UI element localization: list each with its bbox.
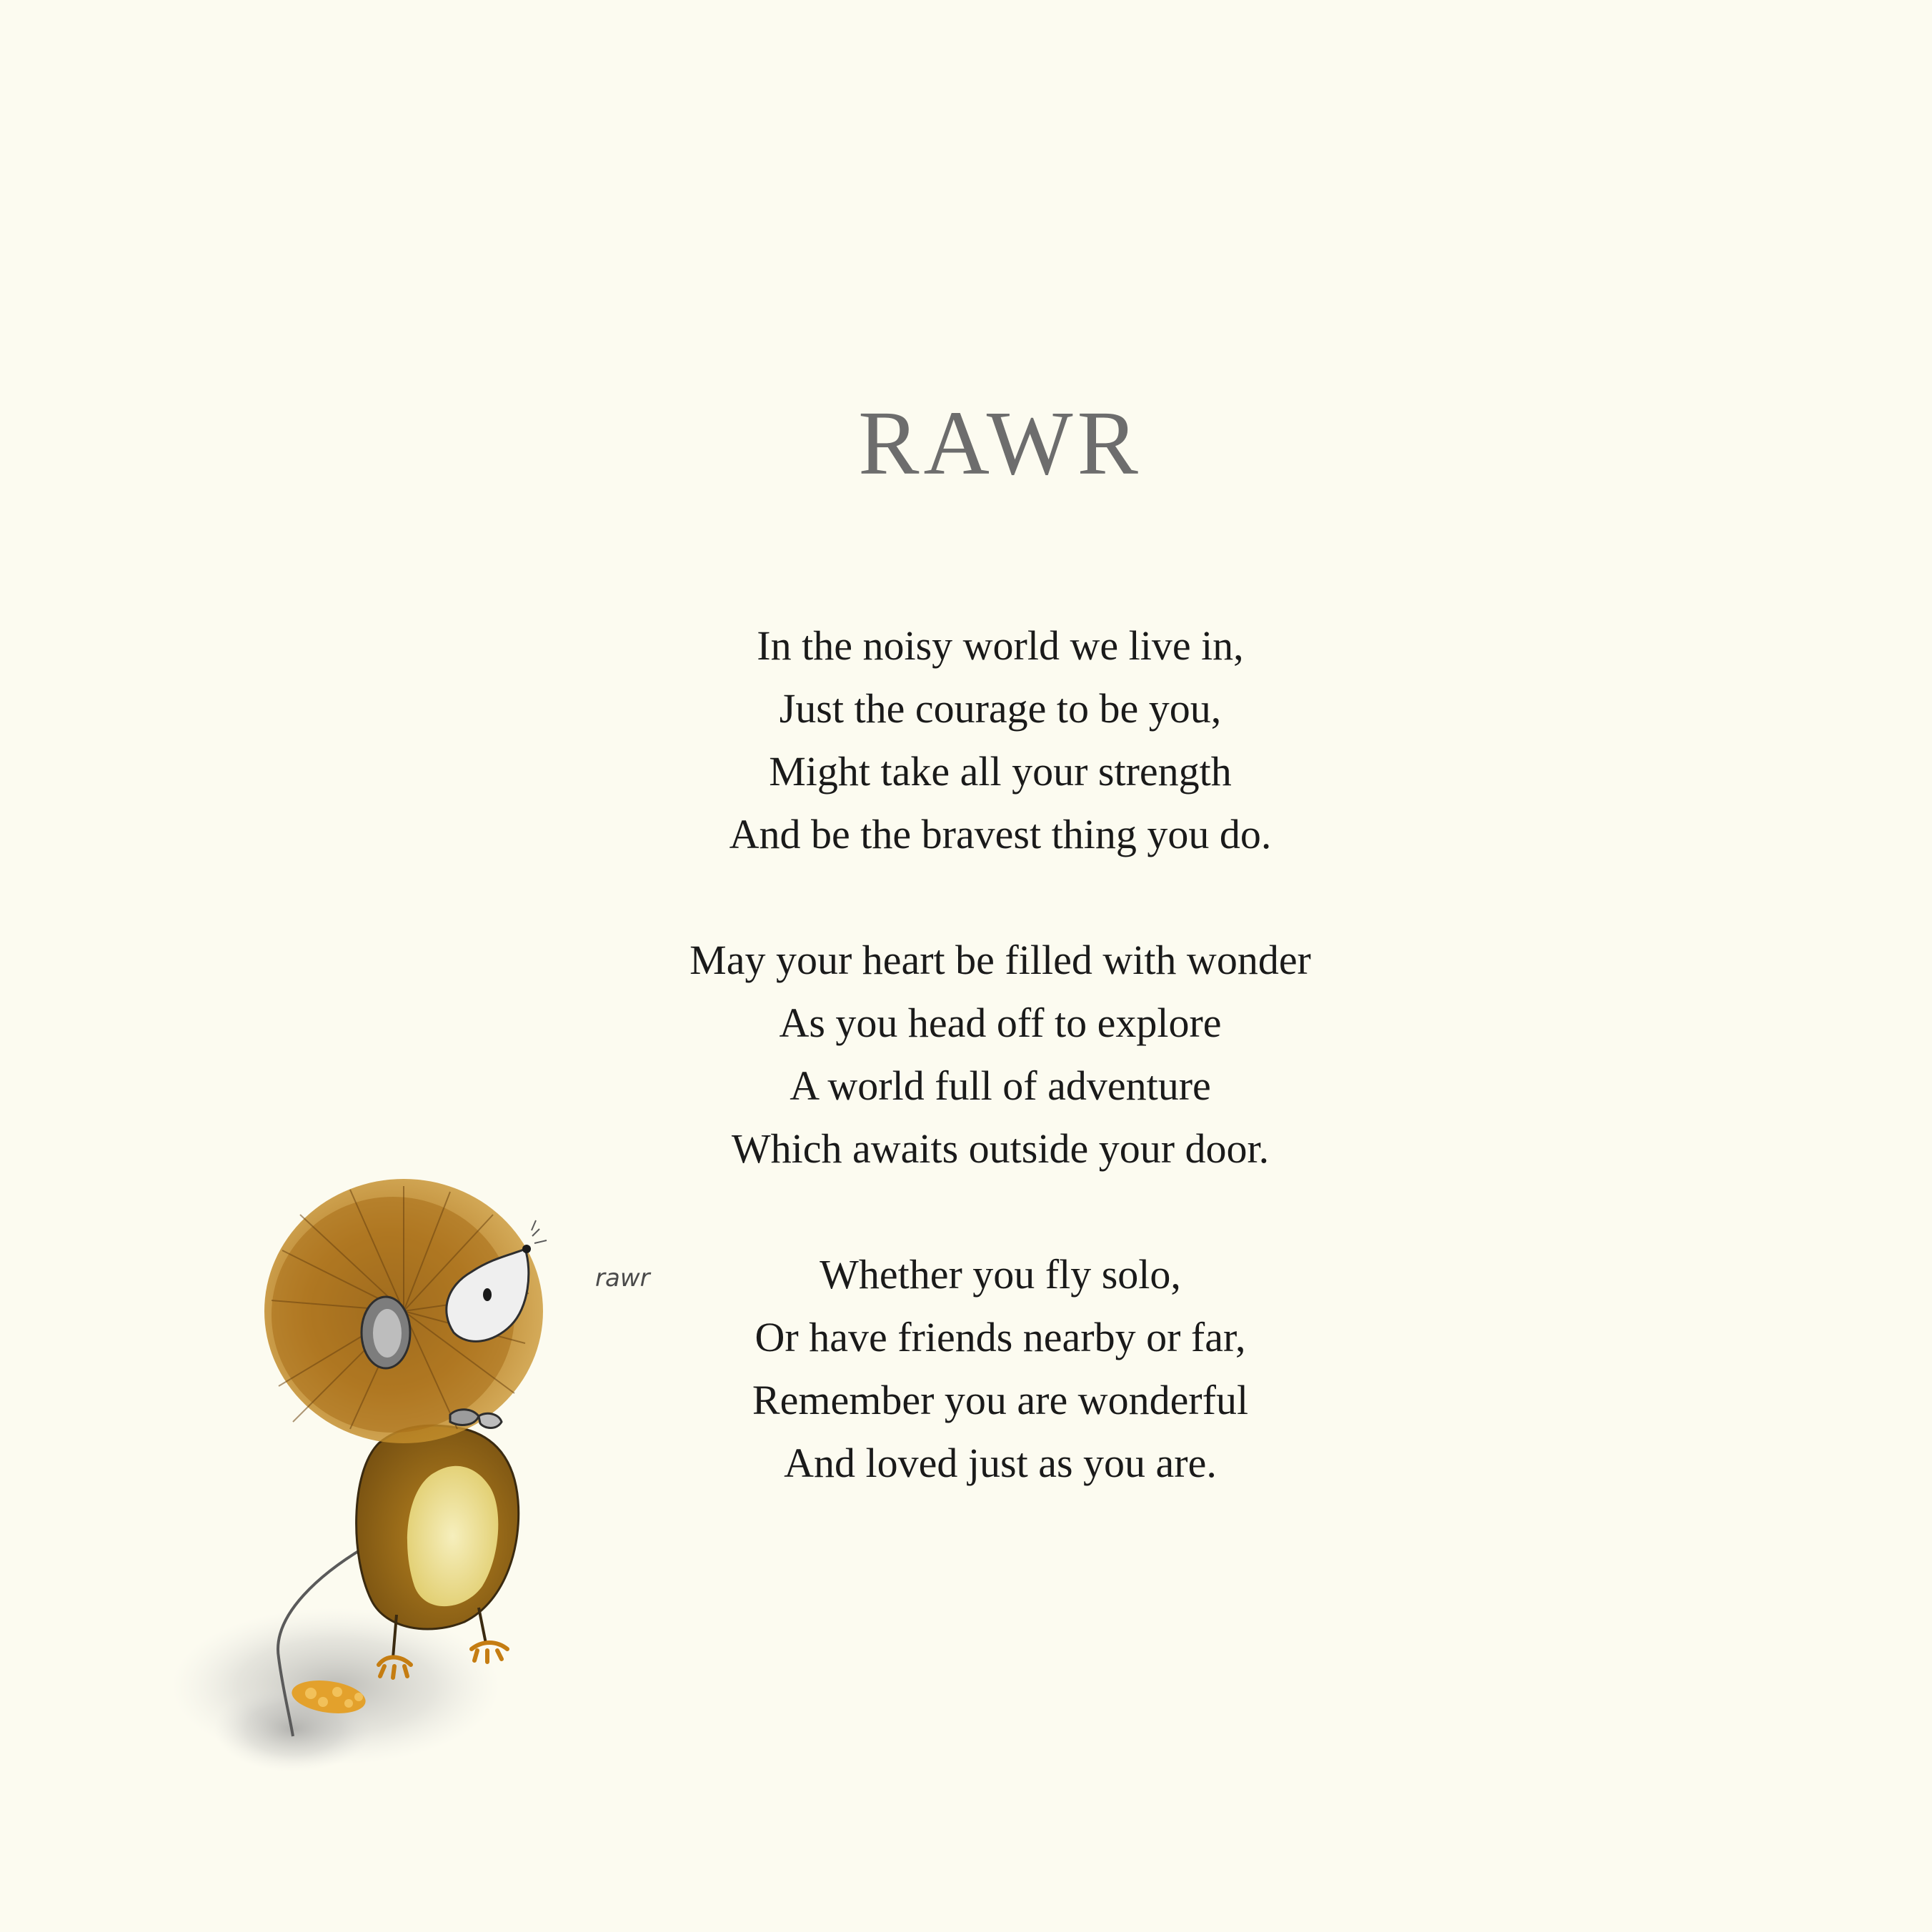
page-title: RAWR: [858, 392, 1142, 494]
lion-mouse-illustration: [157, 1172, 700, 1801]
stanza-1: [643, 614, 1358, 866]
poem-line: A world full of adventure: [790, 1062, 1211, 1109]
poem-line: Or have friends nearby or far,: [755, 1314, 1246, 1360]
mouse-ear: [362, 1297, 410, 1368]
stanza-3: [643, 1243, 1358, 1495]
poem-line: Just the courage to be you,: [779, 685, 1222, 732]
poem-line: Which awaits outside your door.: [731, 1125, 1270, 1172]
poem-line: Remember you are wonderful: [752, 1377, 1249, 1423]
rawr-speech-text: rawr: [595, 1264, 650, 1293]
mouse-paws: [450, 1410, 502, 1428]
poem-body: [643, 614, 1358, 1558]
poem-line: And be the bravest thing you do.: [729, 811, 1272, 857]
poem-line: And loved just as you are.: [784, 1440, 1217, 1486]
mouse-body: [357, 1425, 519, 1629]
poem-line: May your heart be filled with wonder: [689, 937, 1311, 983]
poem-line: In the noisy world we live in,: [757, 622, 1244, 669]
stanza-2: [643, 929, 1358, 1180]
poem-line: Whether you fly solo,: [820, 1251, 1181, 1298]
poem-line: As you head off to explore: [779, 1000, 1222, 1046]
poem-line: Might take all your strength: [769, 748, 1232, 795]
